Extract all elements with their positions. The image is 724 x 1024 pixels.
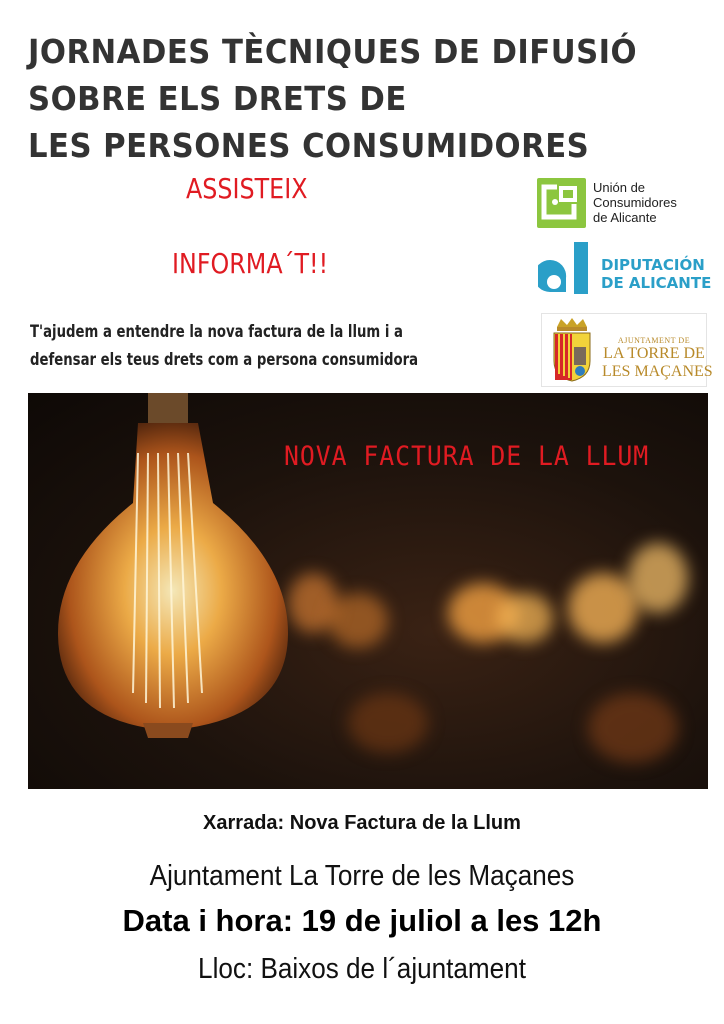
dip-line-1: DIPUTACIÓN bbox=[601, 256, 705, 274]
diputacion-logo-mark-icon bbox=[538, 238, 600, 306]
torre-line-2: LES MAÇANES bbox=[602, 363, 713, 380]
assisteix-text: ASSISTEIX bbox=[186, 172, 308, 205]
torre-logo bbox=[541, 313, 713, 387]
bokeh-light bbox=[348, 693, 428, 753]
dip-line-2: DE ALICANTE bbox=[601, 274, 712, 292]
poster-title bbox=[28, 28, 638, 169]
venue-text: Ajuntament La Torre de les Maçanes bbox=[149, 860, 575, 892]
bokeh-light bbox=[498, 593, 553, 643]
bokeh-light bbox=[328, 593, 388, 648]
ucs-logo bbox=[537, 178, 707, 230]
bokeh-light bbox=[588, 693, 678, 763]
torre-line-1: LA TORRE DE bbox=[603, 345, 705, 362]
torre-small-line: AJUNTAMENT DE bbox=[617, 336, 691, 345]
talk-title: Xarrada: Nova Factura de la Llum bbox=[203, 812, 521, 834]
ucs-logo-text bbox=[593, 180, 677, 225]
diputacion-logo-text bbox=[601, 256, 711, 292]
ucs-line-3: de Alicante bbox=[593, 210, 657, 225]
subtitle-line-1: T'ajudem a entendre la nova factura de la llum i a bbox=[30, 322, 403, 342]
torre-logo-text bbox=[602, 336, 713, 381]
photo-title: NOVA FACTURA DE LA LLUM bbox=[284, 441, 650, 472]
subtitle bbox=[30, 318, 418, 374]
ucs-line-2: Consumidores bbox=[593, 195, 677, 210]
light-bulb-icon bbox=[38, 393, 318, 789]
ucs-logo-mark-icon bbox=[537, 178, 586, 228]
title-line-2: SOBRE ELS DRETS DE bbox=[28, 79, 407, 118]
torre-coat-of-arms-icon bbox=[547, 317, 597, 383]
title-line-3: LES PERSONES CONSUMIDORES bbox=[28, 126, 590, 165]
diputacion-logo bbox=[538, 238, 712, 306]
informat-text: INFORMA´T!! bbox=[172, 247, 329, 280]
ucs-line-1: Unión de bbox=[593, 180, 646, 195]
title-line-1: JORNADES TÈCNIQUES DE DIFUSIÓ bbox=[28, 32, 638, 71]
subtitle-line-2: defensar els teus drets com a persona consumidora bbox=[30, 350, 419, 370]
bokeh-light bbox=[628, 543, 688, 613]
place-text: Lloc: Baixos de l´ajuntament bbox=[198, 953, 526, 985]
light-bulb-photo bbox=[28, 393, 708, 789]
date-time-text: Data i hora: 19 de juliol a les 12h bbox=[122, 903, 602, 938]
